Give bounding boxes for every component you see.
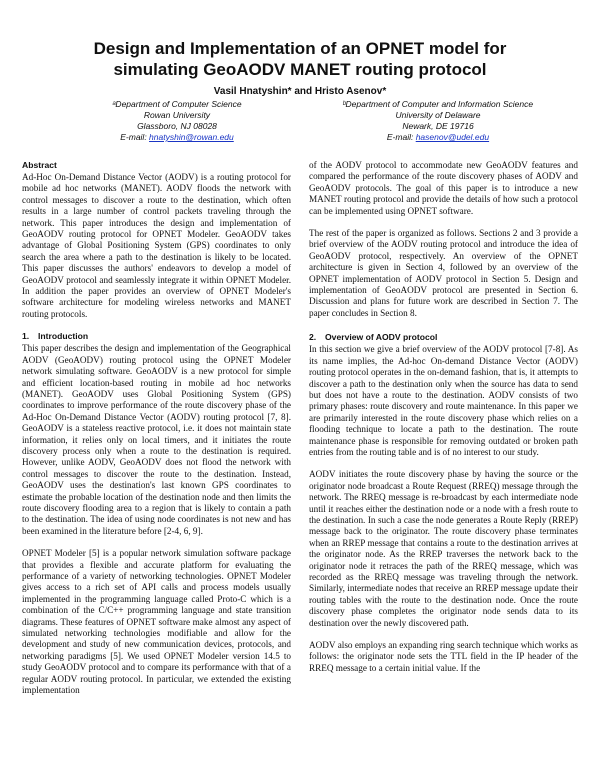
paragraph: This paper describes the design and implementation of the Geographical AODV (GeoAODV) routing protocol using the OPNET Modeler network simulating software. GeoAODV is a new protocol for simple and efficient location-based routing in mobile ad hoc networks (MANET). GeoAODV uses Global Positioning System (GPS) coordinates to improve performance of the route discovery phase of the Ad-Hoc On-Demand Distance Vector (AODV) routing protocol [7, 8]. GeoAODV is a stateless reactive protocol, i.e. it does not maintain state information, it relies only on local timers, and it initiates the route discovery process only when a route to the destination is required. However, unlike AODV, GeoAODV does not flood the network with control messages to discover the route to the destination. Instead, GeoAODV uses the destination's last known GPS coordinates to estimate the probable location of the destination node and then limits the route discovery flooding area to a region that is likely to contain a path to the destination. The idea of using node coordinates is not new and has been examined in the literature before [2-4, 6, 9]. — [22, 343, 291, 536]
email-label: E-mail: — [386, 132, 416, 142]
affiliation-institution: Rowan University — [143, 110, 211, 120]
affiliation-address: Newark, DE 19716 — [402, 121, 474, 131]
section-title: Overview of AODV protocol — [325, 332, 438, 343]
affiliation-rowan — [62, 99, 292, 143]
affiliation-institution: University of Delaware — [395, 110, 481, 120]
email-link[interactable]: hasenov@udel.edu — [415, 132, 490, 142]
affiliation-email-line — [62, 132, 292, 143]
left-column — [22, 160, 291, 696]
abstract-heading: Abstract — [22, 160, 57, 170]
right-column — [309, 160, 578, 696]
paragraph: In this section we give a brief overview of the AODV protocol [7-8]. As its name implies, the Ad-hoc On-demand Distance Vector (AODV) routing protocol operates in the on-demand fashion, that is, it attempts to discover a path to the destination only when the source has data to send but does not have a route to the destination. AODV consists of two primary phases: route discovery and route maintenance. In this paper we are primarily interested in the route discovery phase which relies on a flooding technique to locate a path to the destination. The route maintenance phase is responsible for removing outdated or broken path entries from the routing table and is of no interest to our study. — [309, 344, 578, 457]
paragraph: OPNET Modeler [5] is a popular network simulation software package that provides a flexible and accurate platform for evaluating the performance of a variety of networking technologies. OPNET Modeler gives access to a rich set of API calls and process models usually implemented in the programming language called Proto-C which is a combination of the C/C++ programming language and state transition diagrams. These features of OPNET software make almost any aspect of simulated networking technologies modifiable and allow for the development and study of new communication devices, protocols, and networking paradigms [5]. We used OPNET Modeler version 14.5 to study GeoAODV protocol and to compare its performance with that of a regular AODV routing protocol. In particular, we extended the existing implementation — [22, 548, 291, 696]
paper-title: Design and Implementation of an OPNET model for simulating GeoAODV MANET routing protocol — [93, 39, 507, 79]
affiliations — [22, 99, 578, 143]
affiliation-address: Glassboro, NJ 08028 — [137, 121, 217, 131]
affiliation-dept: ᵃDepartment of Computer Science — [112, 99, 242, 109]
email-label: E-mail: — [120, 132, 150, 142]
paragraph: of the AODV protocol to accommodate new GeoAODV features and compared the performance of the route discovery phases of AODV and GeoAODV protocols. The goal of this paper is to introduce a new MANET routing protocol and provide the details of how such a protocol can be implemented using OPNET software. — [309, 160, 578, 216]
abstract-text: Ad-Hoc On-Demand Distance Vector (AODV) is a routing protocol for mobile ad hoc networks (MANET). AODV floods the network with control messages to discover a route to the destination, which often results in a large number of control packets traveling through the network. This paper introduces the design and implementation of GeoAODV routing protocol for OPNET Modeler. GeoAODV takes advantage of Global Positioning System (GPS) coordinates to only search the area where a path to the destination is likely to be located. This paper discusses the authors' endeavors to develop a model of GeoAODV protocol and seamlessly integrate it within OPNET Modeler. In addition the paper provides an overview of OPNET Modeler's software architecture for modeling wireless networks and MANET routing protocols. — [22, 172, 291, 319]
section-heading-overview — [309, 332, 578, 342]
section-title: Introduction — [38, 331, 89, 342]
section-number: 1. — [22, 331, 30, 342]
paper-authors: Vasil Hnatyshin* and Hristo Asenov* — [213, 86, 387, 97]
body-columns — [22, 160, 578, 696]
email-link[interactable]: hnatyshin@rowan.edu — [149, 132, 234, 142]
affiliation-email-line — [308, 132, 568, 143]
affiliation-delaware — [308, 99, 568, 143]
affiliation-dept: ᵇDepartment of Computer and Information Science — [342, 99, 534, 109]
paragraph: AODV initiates the route discovery phase by having the source or the originator node broadcast a Route Request (RREQ) message through the network. The RREQ message is re-broadcast by each intermediate node until it reaches either the destination node or a node with a fresh route to the destination. In such a case the node generates a Route Reply (RREP) message back to the originator. The route discovery phase terminates when an RREP message that contains a route to the destination arrives at the originator node. As the RREP traverses the network back to the originator node it retraces the path of the RREQ message, which was recorded as the RREQ message was traveling through the network. Similarly, intermediate nodes that receive an RREP message update their routing tables with the route to the destination node. Once the route discovery phase completes the originator node sends data to its destination over the newly discovered path. — [309, 469, 578, 628]
section-heading-introduction — [22, 331, 291, 341]
paragraph: AODV also employs an expanding ring search technique which works as follows: the originator node sets the TTL field in the IP header of the RREQ message to a certain initial value. If the — [309, 640, 578, 673]
paragraph: The rest of the paper is organized as follows. Sections 2 and 3 provide a brief overview of the AODV routing protocol and introduce the idea of GeoAODV protocol, respectively. An overview of the OPNET architecture is given in Section 4, followed by an overview of the OPNET implementation of AODV protocol in Section 5. Design and implementation of GeoAODV protocol are presented in Section 6. Discussion and plans for future work are described in Section 7. The paper concludes in Section 8. — [309, 228, 578, 318]
section-number: 2. — [309, 332, 317, 343]
